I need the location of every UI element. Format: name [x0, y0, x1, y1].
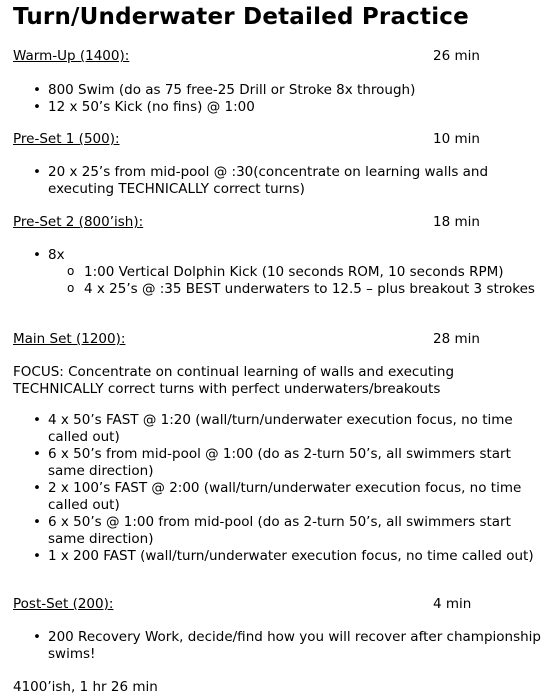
list-item: • 6 x 50’s @ 1:00 from mid-pool (do as 2-turn 50’s, all swimmers start same direction) [0, 514, 545, 548]
warmup-header [13, 47, 483, 65]
total-summary: 4100’ish, 1 hr 26 min [13, 679, 158, 695]
warmup-heading: Warm-Up (1400): [13, 48, 130, 64]
list-item: • 20 x 25’s from mid-pool @ :30(concentrate on learning walls and executing TECHNICALLY correct turns) [0, 164, 545, 198]
mainset-list [0, 412, 545, 565]
list-item: • 4 x 50’s FAST @ 1:20 (wall/turn/underwater execution focus, no time called out) [0, 412, 545, 446]
preset2-heading: Pre-Set 2 (800’ish): [13, 214, 144, 230]
preset2-sublist [48, 264, 545, 298]
mainset-header [13, 330, 483, 348]
list-item: • 2 x 100’s FAST @ 2:00 (wall/turn/underwater execution focus, no time called out) [0, 480, 545, 514]
preset1-header [13, 130, 483, 148]
preset1-list [0, 164, 545, 198]
preset1-time: 10 min [433, 131, 480, 147]
sub-list-item: o 4 x 25’s @ :35 BEST underwaters to 12.5 – plus breakout 3 strokes [0, 281, 545, 298]
postset-heading: Post-Set (200): [13, 596, 114, 612]
postset-header [13, 595, 483, 613]
mainset-time: 28 min [433, 331, 480, 347]
mainset-focus: FOCUS: Concentrate on continual learning of walls and executing TECHNICALLY correct turns with perfect underwaters/breakouts [13, 364, 455, 397]
preset2-list [0, 247, 545, 298]
postset-list [0, 629, 545, 663]
preset1-heading: Pre-Set 1 (500): [13, 131, 120, 147]
preset2-header [13, 213, 483, 231]
mainset-heading: Main Set (1200): [13, 331, 126, 347]
list-item: • 6 x 50’s from mid-pool @ 1:00 (do as 2-turn 50’s, all swimmers start same direction) [0, 446, 545, 480]
list-item-label: 8x [48, 247, 65, 263]
list-item: • 200 Recovery Work, decide/find how you will recover after championship swims! [0, 629, 545, 663]
page-title: Turn/Underwater Detailed Practice [13, 4, 469, 30]
list-item: • 1 x 200 FAST (wall/turn/underwater execution focus, no time called out) [0, 548, 545, 565]
list-item [0, 247, 545, 298]
postset-time: 4 min [433, 596, 472, 612]
sub-list-item: o 1:00 Vertical Dolphin Kick (10 seconds ROM, 10 seconds RPM) [0, 264, 545, 281]
warmup-list [0, 82, 545, 116]
preset2-time: 18 min [433, 214, 480, 230]
list-item: • 800 Swim (do as 75 free-25 Drill or Stroke 8x through) [0, 82, 545, 99]
list-item: • 12 x 50’s Kick (no fins) @ 1:00 [0, 99, 545, 116]
warmup-time: 26 min [433, 48, 480, 64]
